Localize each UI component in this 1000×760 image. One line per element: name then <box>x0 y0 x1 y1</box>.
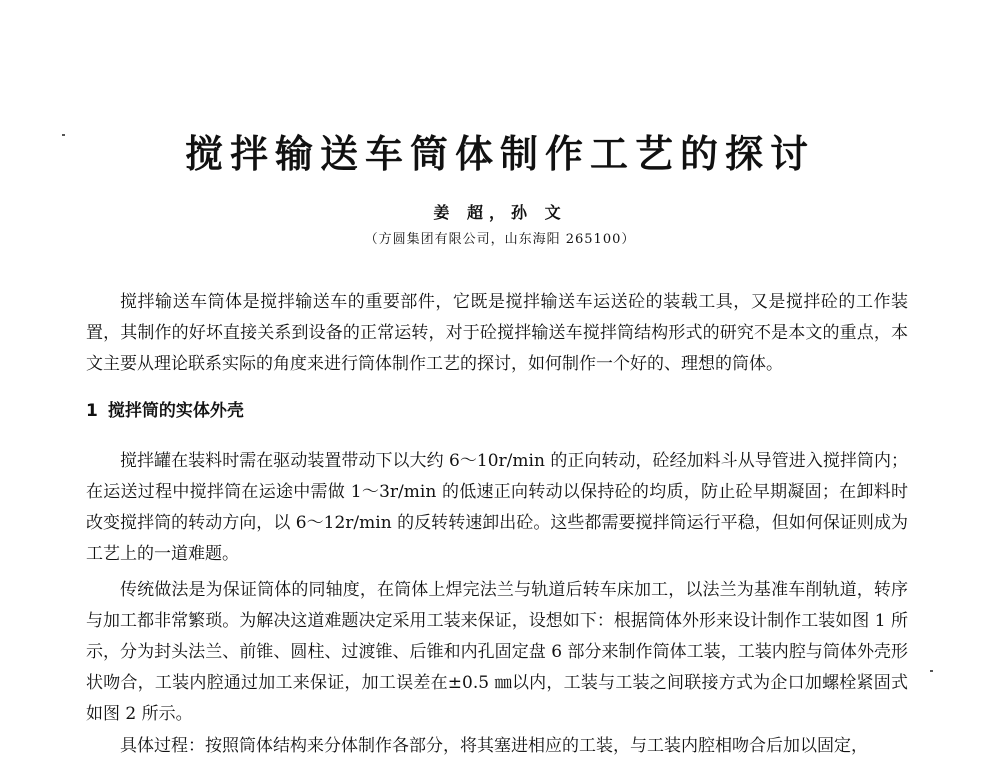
paper-authors: 姜 超，孙 文 <box>433 203 567 222</box>
body-paragraph-3: 具体过程：按照筒体结构来分体制作各部分，将其塞进相应的工装，与工装内腔相吻合后加以固定， <box>120 736 868 756</box>
section-number: 1 <box>86 401 98 421</box>
scan-speck <box>930 670 933 672</box>
intro-paragraph: 搅拌输送车筒体是搅拌输送车的重要部件，它既是搅拌输送车运送砼的装载工具，又是搅拌砼的工作装置，其制作的好坏直接关系到设备的正常运转，对于砼搅拌输送车搅拌筒结构形式的研究不是本文的重点，本文主要从理论联系实际的角度来进行筒体制作工艺的探讨，如何制作一个好的、理想的筒体。 <box>86 292 908 374</box>
section-1-heading <box>86 398 244 424</box>
paper-affiliation: （方圆集团有限公司，山东海阳 265100） <box>364 232 636 247</box>
body-paragraph-1: 搅拌罐在装料时需在驱动装置带动下以大约 6～10r/min 的正向转动，砼经加料斗从导管进入搅拌筒内；在运送过程中搅拌筒在运途中需做 1～3r/min 的低速正向转动以保持砼的均质，防止砼早期凝固；在卸料时改变搅拌筒的转动方向，以 6～12r/min 的反转转速卸出砼。这些都需要搅拌筒运行平稳，但如何保证则成为工艺上的一道难题。 <box>86 451 908 564</box>
paper-title: 搅拌输送车筒体制作工艺的探讨 <box>184 132 815 176</box>
body-paragraph-2: 传统做法是为保证筒体的同轴度，在筒体上焊完法兰与轨道后转车床加工，以法兰为基准车削轨道，转序与加工都非常繁琐。为解决这道难题决定采用工装来保证，设想如下：根据筒体外形来设计制作工装如图 1 所示，分为封头法兰、前锥、圆柱、过渡锥、后锥和内孔固定盘 6 部分来制作筒体工装，工装内腔与筒体外壳形状吻合，工装内腔通过加工来保证，加工误差在±0.5 ㎜以内，工装与工装之间联接方式为企口加螺栓紧固式如图 2 所示。 <box>86 580 908 724</box>
section-title: 搅拌筒的实体外壳 <box>107 401 244 421</box>
